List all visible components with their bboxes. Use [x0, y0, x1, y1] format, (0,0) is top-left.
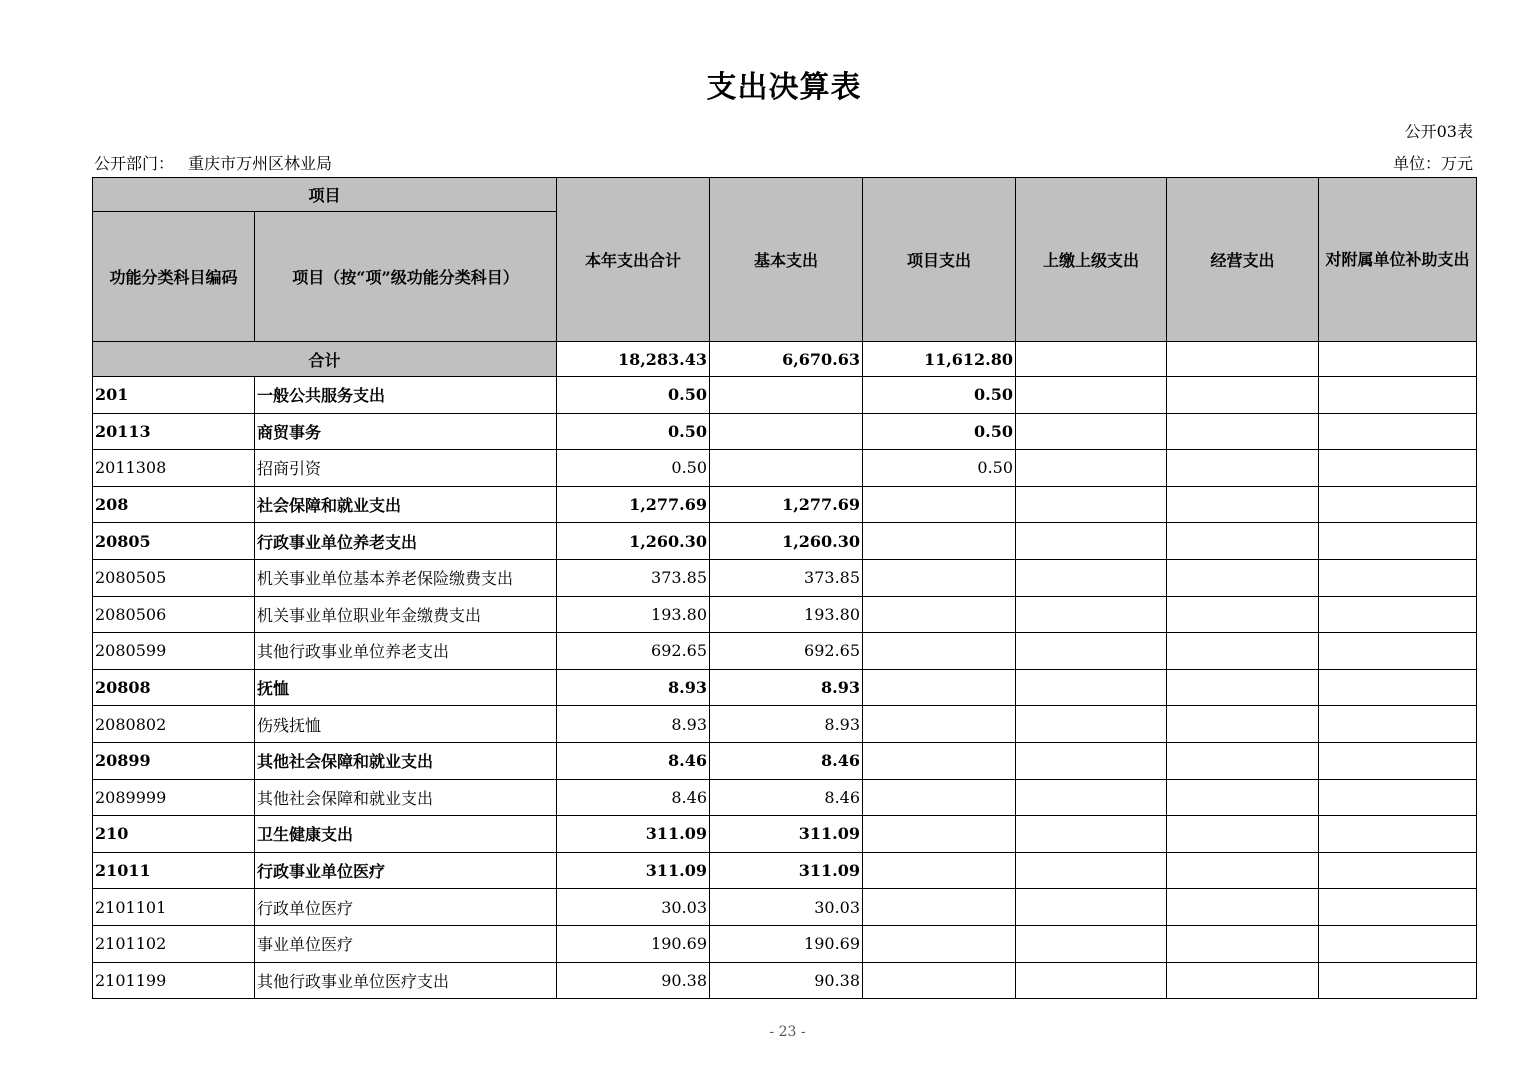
row-business — [1167, 742, 1319, 779]
row-code: 2101199 — [93, 962, 255, 999]
row-business — [1167, 779, 1319, 816]
row-basic — [710, 450, 863, 487]
row-basic: 8.46 — [710, 742, 863, 779]
row-code: 20805 — [93, 523, 255, 560]
row-project — [863, 559, 1016, 596]
row-project — [863, 633, 1016, 670]
row-business — [1167, 486, 1319, 523]
row-upper — [1016, 706, 1167, 743]
row-name: 卫生健康支出 — [255, 816, 557, 853]
row-subsidy — [1319, 450, 1477, 487]
row-basic: 8.46 — [710, 779, 863, 816]
row-basic: 311.09 — [710, 852, 863, 889]
row-code: 208 — [93, 486, 255, 523]
row-name: 商贸事务 — [255, 413, 557, 450]
row-total: 692.65 — [557, 633, 710, 670]
row-project — [863, 742, 1016, 779]
row-name: 其他行政事业单位医疗支出 — [255, 962, 557, 999]
row-total: 30.03 — [557, 889, 710, 926]
row-business — [1167, 816, 1319, 853]
table-row — [93, 486, 1477, 523]
row-upper — [1016, 742, 1167, 779]
row-project — [863, 925, 1016, 962]
row-total: 90.38 — [557, 962, 710, 999]
row-basic: 8.93 — [710, 669, 863, 706]
row-project: 0.50 — [863, 413, 1016, 450]
department-line — [94, 151, 332, 174]
table-row — [93, 596, 1477, 633]
row-upper — [1016, 816, 1167, 853]
table-row — [93, 523, 1477, 560]
total-project: 11,612.80 — [863, 342, 1016, 377]
table-row — [93, 633, 1477, 670]
row-total: 311.09 — [557, 852, 710, 889]
row-upper — [1016, 523, 1167, 560]
row-subsidy — [1319, 523, 1477, 560]
total-amount: 18,283.43 — [557, 342, 710, 377]
row-total: 1,260.30 — [557, 523, 710, 560]
row-project — [863, 779, 1016, 816]
row-business — [1167, 450, 1319, 487]
row-business — [1167, 596, 1319, 633]
row-subsidy — [1319, 377, 1477, 414]
row-business — [1167, 633, 1319, 670]
row-basic: 1,277.69 — [710, 486, 863, 523]
row-business — [1167, 523, 1319, 560]
row-business — [1167, 669, 1319, 706]
row-project — [863, 523, 1016, 560]
row-upper — [1016, 852, 1167, 889]
row-project: 0.50 — [863, 377, 1016, 414]
row-upper — [1016, 486, 1167, 523]
row-upper — [1016, 925, 1167, 962]
row-name: 社会保障和就业支出 — [255, 486, 557, 523]
row-code: 2080802 — [93, 706, 255, 743]
row-basic: 373.85 — [710, 559, 863, 596]
row-project — [863, 706, 1016, 743]
row-code: 2080599 — [93, 633, 255, 670]
expenditure-table — [92, 177, 1477, 999]
row-name: 其他社会保障和就业支出 — [255, 742, 557, 779]
row-code: 2080506 — [93, 596, 255, 633]
row-business — [1167, 962, 1319, 999]
row-subsidy — [1319, 852, 1477, 889]
row-total: 190.69 — [557, 925, 710, 962]
row-code: 210 — [93, 816, 255, 853]
header-project-expenditure: 项目支出 — [863, 178, 1016, 342]
department-name: 重庆市万州区林业局 — [188, 154, 333, 173]
table-row — [93, 559, 1477, 596]
table-row — [93, 925, 1477, 962]
row-upper — [1016, 962, 1167, 999]
row-total: 1,277.69 — [557, 486, 710, 523]
row-name: 机关事业单位职业年金缴费支出 — [255, 596, 557, 633]
row-total: 0.50 — [557, 450, 710, 487]
row-name: 行政单位医疗 — [255, 889, 557, 926]
row-subsidy — [1319, 816, 1477, 853]
row-subsidy — [1319, 669, 1477, 706]
row-subsidy — [1319, 925, 1477, 962]
row-subsidy — [1319, 779, 1477, 816]
row-project — [863, 669, 1016, 706]
table-row — [93, 706, 1477, 743]
total-subsidy — [1319, 342, 1477, 377]
row-upper — [1016, 779, 1167, 816]
row-name: 行政事业单位养老支出 — [255, 523, 557, 560]
header-name: 项目（按“项”级功能分类科目） — [255, 212, 557, 342]
table-row — [93, 779, 1477, 816]
header-code: 功能分类科目编码 — [93, 212, 255, 342]
total-upper — [1016, 342, 1167, 377]
row-total: 8.46 — [557, 742, 710, 779]
row-total: 193.80 — [557, 596, 710, 633]
page-number: - 23 - — [769, 1024, 806, 1040]
row-total: 311.09 — [557, 816, 710, 853]
table-row — [93, 413, 1477, 450]
row-business — [1167, 889, 1319, 926]
row-total: 0.50 — [557, 377, 710, 414]
row-project — [863, 816, 1016, 853]
row-name: 抚恤 — [255, 669, 557, 706]
row-total: 8.93 — [557, 669, 710, 706]
row-subsidy — [1319, 889, 1477, 926]
row-total: 8.93 — [557, 706, 710, 743]
row-upper — [1016, 559, 1167, 596]
row-subsidy — [1319, 706, 1477, 743]
row-name: 其他社会保障和就业支出 — [255, 779, 557, 816]
header-subsidy: 对附属单位补助支出 — [1319, 178, 1477, 342]
header-total: 本年支出合计 — [557, 178, 710, 342]
row-upper — [1016, 377, 1167, 414]
unit-label: 单位：万元 — [1392, 154, 1473, 173]
table-row — [93, 377, 1477, 414]
row-code: 20899 — [93, 742, 255, 779]
table-row — [93, 852, 1477, 889]
row-upper — [1016, 450, 1167, 487]
total-label: 合计 — [93, 342, 557, 377]
row-name: 机关事业单位基本养老保险缴费支出 — [255, 559, 557, 596]
row-total: 0.50 — [557, 413, 710, 450]
row-basic: 30.03 — [710, 889, 863, 926]
row-total: 373.85 — [557, 559, 710, 596]
row-subsidy — [1319, 559, 1477, 596]
header-project: 项目 — [93, 178, 557, 212]
row-name: 行政事业单位医疗 — [255, 852, 557, 889]
row-project — [863, 852, 1016, 889]
row-subsidy — [1319, 633, 1477, 670]
row-total: 8.46 — [557, 779, 710, 816]
table-row — [93, 669, 1477, 706]
total-basic: 6,670.63 — [710, 342, 863, 377]
header-business: 经营支出 — [1167, 178, 1319, 342]
table-row — [93, 962, 1477, 999]
row-name: 一般公共服务支出 — [255, 377, 557, 414]
total-row — [93, 342, 1477, 377]
row-code: 20808 — [93, 669, 255, 706]
table-row — [93, 742, 1477, 779]
page-title: 支出决算表 — [706, 70, 862, 105]
row-subsidy — [1319, 413, 1477, 450]
row-business — [1167, 413, 1319, 450]
form-number: 公开03表 — [1404, 122, 1473, 141]
row-project — [863, 889, 1016, 926]
row-basic: 692.65 — [710, 633, 863, 670]
row-code: 201 — [93, 377, 255, 414]
row-project — [863, 486, 1016, 523]
row-name: 伤残抚恤 — [255, 706, 557, 743]
row-basic: 193.80 — [710, 596, 863, 633]
row-code: 20113 — [93, 413, 255, 450]
row-code: 2101102 — [93, 925, 255, 962]
row-business — [1167, 925, 1319, 962]
row-code: 2080505 — [93, 559, 255, 596]
row-basic: 190.69 — [710, 925, 863, 962]
row-project — [863, 962, 1016, 999]
total-business — [1167, 342, 1319, 377]
table-row — [93, 889, 1477, 926]
row-code: 2089999 — [93, 779, 255, 816]
row-basic: 311.09 — [710, 816, 863, 853]
row-project: 0.50 — [863, 450, 1016, 487]
row-basic — [710, 377, 863, 414]
row-subsidy — [1319, 596, 1477, 633]
row-business — [1167, 852, 1319, 889]
header-basic: 基本支出 — [710, 178, 863, 342]
row-business — [1167, 559, 1319, 596]
row-project — [863, 596, 1016, 633]
row-subsidy — [1319, 962, 1477, 999]
row-basic: 8.93 — [710, 706, 863, 743]
row-upper — [1016, 669, 1167, 706]
row-upper — [1016, 889, 1167, 926]
row-business — [1167, 706, 1319, 743]
row-name: 其他行政事业单位养老支出 — [255, 633, 557, 670]
table-row — [93, 816, 1477, 853]
row-subsidy — [1319, 742, 1477, 779]
row-upper — [1016, 596, 1167, 633]
department-label: 公开部门： — [94, 154, 175, 173]
row-code: 21011 — [93, 852, 255, 889]
row-upper — [1016, 413, 1167, 450]
row-subsidy — [1319, 486, 1477, 523]
row-name: 事业单位医疗 — [255, 925, 557, 962]
row-name: 招商引资 — [255, 450, 557, 487]
row-code: 2011308 — [93, 450, 255, 487]
row-upper — [1016, 633, 1167, 670]
table-row — [93, 450, 1477, 487]
row-basic: 90.38 — [710, 962, 863, 999]
row-basic — [710, 413, 863, 450]
row-code: 2101101 — [93, 889, 255, 926]
row-business — [1167, 377, 1319, 414]
row-basic: 1,260.30 — [710, 523, 863, 560]
header-upper-payment: 上缴上级支出 — [1016, 178, 1167, 342]
